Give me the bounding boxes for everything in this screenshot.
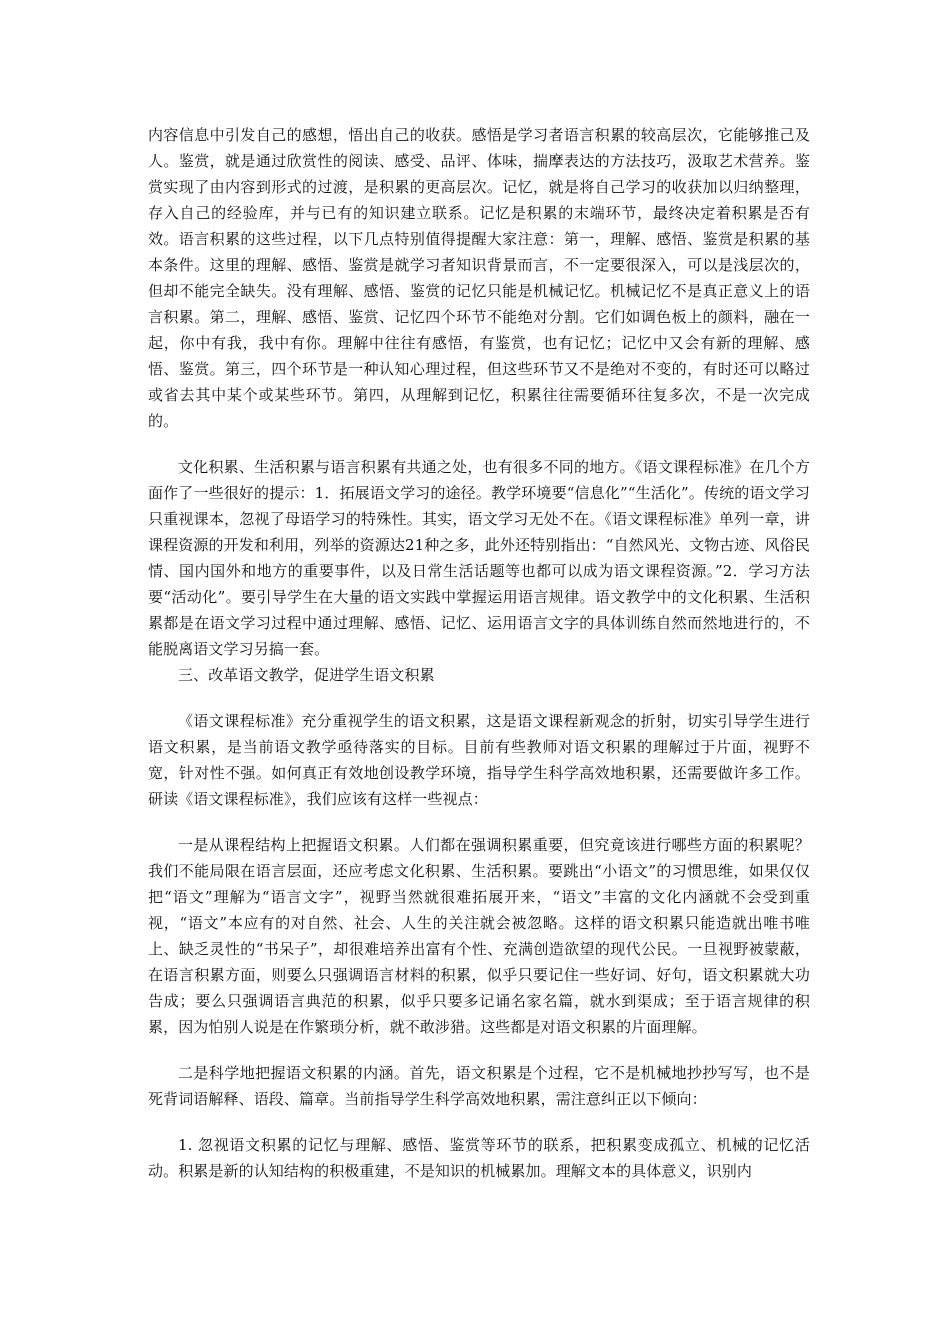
paragraph-item-one: 1. 忽视语文积累的记忆与理解、感悟、鉴赏等环节的联系，把积累变成孤立、机械的记忆活动。积累是新的认知结构的积极重建，不是知识的机械累加。理解文本的具体意义，识别内 [148,1136,810,1180]
paragraph-point-one: 一是从课程结构上把握语文积累。人们都在强调积累重要，但究竟该进行哪些方面的积累呢？我们不能局限在语言层面，还应考虑文化积累、生活积累。要跳出“小语文”的习惯思维，如果仅仅把“语文”理解为“语言文字”，视野当然就很难拓展开来，“语文”丰富的文化内涵就不会受到重视，“语文”本应有的对自然、社会、人生的关注就会被忽略。这样的语文积累只能造就出唯书唯上、缺乏灵性的“书呆子”，却很难培养出富有个性、充满创造欲望的现代公民。一旦视野被蒙蔽，在语言积累方面，则要么只强调语言材料的积累，似乎只要记住一些好词、好句，语文积累就大功告成；要么只强调语言典范的积累，似乎只要多记诵名家名篇，就水到渠成；至于语言规律的积累，因为怕别人说是在作繁琐分析，就不敢涉猎。这些都是对语文积累的片面理解。 [148,836,810,1036]
paragraph-culture-life-accumulation: 文化积累、生活积累与语言积累有共通之处，也有很多不同的地方。《语文课程标准》在几个方面作了一些很好的提示：1．拓展语文学习的途径。教学环境要“信息化”“生活化”。传统的语文学习只重视课本，忽视了母语学习的特殊性。其实，语文学习无处不在。《语文课程标准》单列一章，讲课程资源的开发和利用，列举的资源达21种之多，此外还特别指出：“自然风光、文物古迹、风俗民情、国内国外和地方的重要事件，以及日常生活话题等也都可以成为语文课程资源。”2．学习方法要“活动化”。要引导学生在大量的语文实践中掌握运用语言规律。语文教学中的文化积累、生活积累都是在语文学习过程中通过理解、感悟、记忆、运用语言文字的具体训练自然而然地进行的，不能脱离语文学习另搞一套。 [148,458,810,658]
paragraph-point-two: 二是科学地把握语文积累的内涵。首先，语文积累是个过程，它不是机械地抄抄写写，也不是死背词语解释、语段、篇章。当前指导学生科学高效地积累，需注意纠正以下倾向： [148,1064,810,1108]
paragraph-continuation: 内容信息中引发自己的感想，悟出自己的收获。感悟是学习者语言积累的较高层次，它能够推己及人。鉴赏，就是通过欣赏性的阅读、感受、品评、体味，揣摩表达的方法技巧，汲取艺术营养。鉴赏实现了由内容到形式的过渡，是积累的更高层次。记忆，就是将自己学习的收获加以归纳整理，存入自己的经验库，并与已有的知识建立联系。记忆是积累的末端环节，最终决定着积累是否有效。语言积累的这些过程，以下几点特别值得提醒大家注意：第一，理解、感悟、鉴赏是积累的基本条件。这里的理解、感悟、鉴赏是就学习者知识背景而言，不一定要很深入，可以是浅层次的，但却不能完全缺失。没有理解、感悟、鉴赏的记忆只能是机械记忆。机械记忆不是真正意义上的语言积累。第二，理解、感悟、鉴赏、记忆四个环节不能绝对分割。它们如调色板上的颜料，融在一起，你中有我，我中有你。理解中往往有感悟，有鉴赏，也有记忆；记忆中又会有新的理解、感悟、鉴赏。第三，四个环节是一种认知心理过程，但这些环节又不是绝对不变的，有时还可以略过或省去其中某个或某些环节。第四，从理解到记忆，积累往往需要循环往复多次，不是一次完成的。 [148,126,810,430]
section-heading-reform: 三、改革语文教学，促进学生语文积累 [178,666,435,684]
paragraph-curriculum-standard: 《语文课程标准》充分重视学生的语文积累，这是语文课程新观念的折射，切实引导学生进行语文积累，是当前语文教学亟待落实的目标。目前有些教师对语文积累的理解过于片面，视野不宽，针对性不强。如何真正有效地创设教学环境，指导学生科学高效地积累，还需要做许多工作。研读《语文课程标准》，我们应该有这样一些视点： [148,712,810,808]
document-body [148,122,810,1184]
